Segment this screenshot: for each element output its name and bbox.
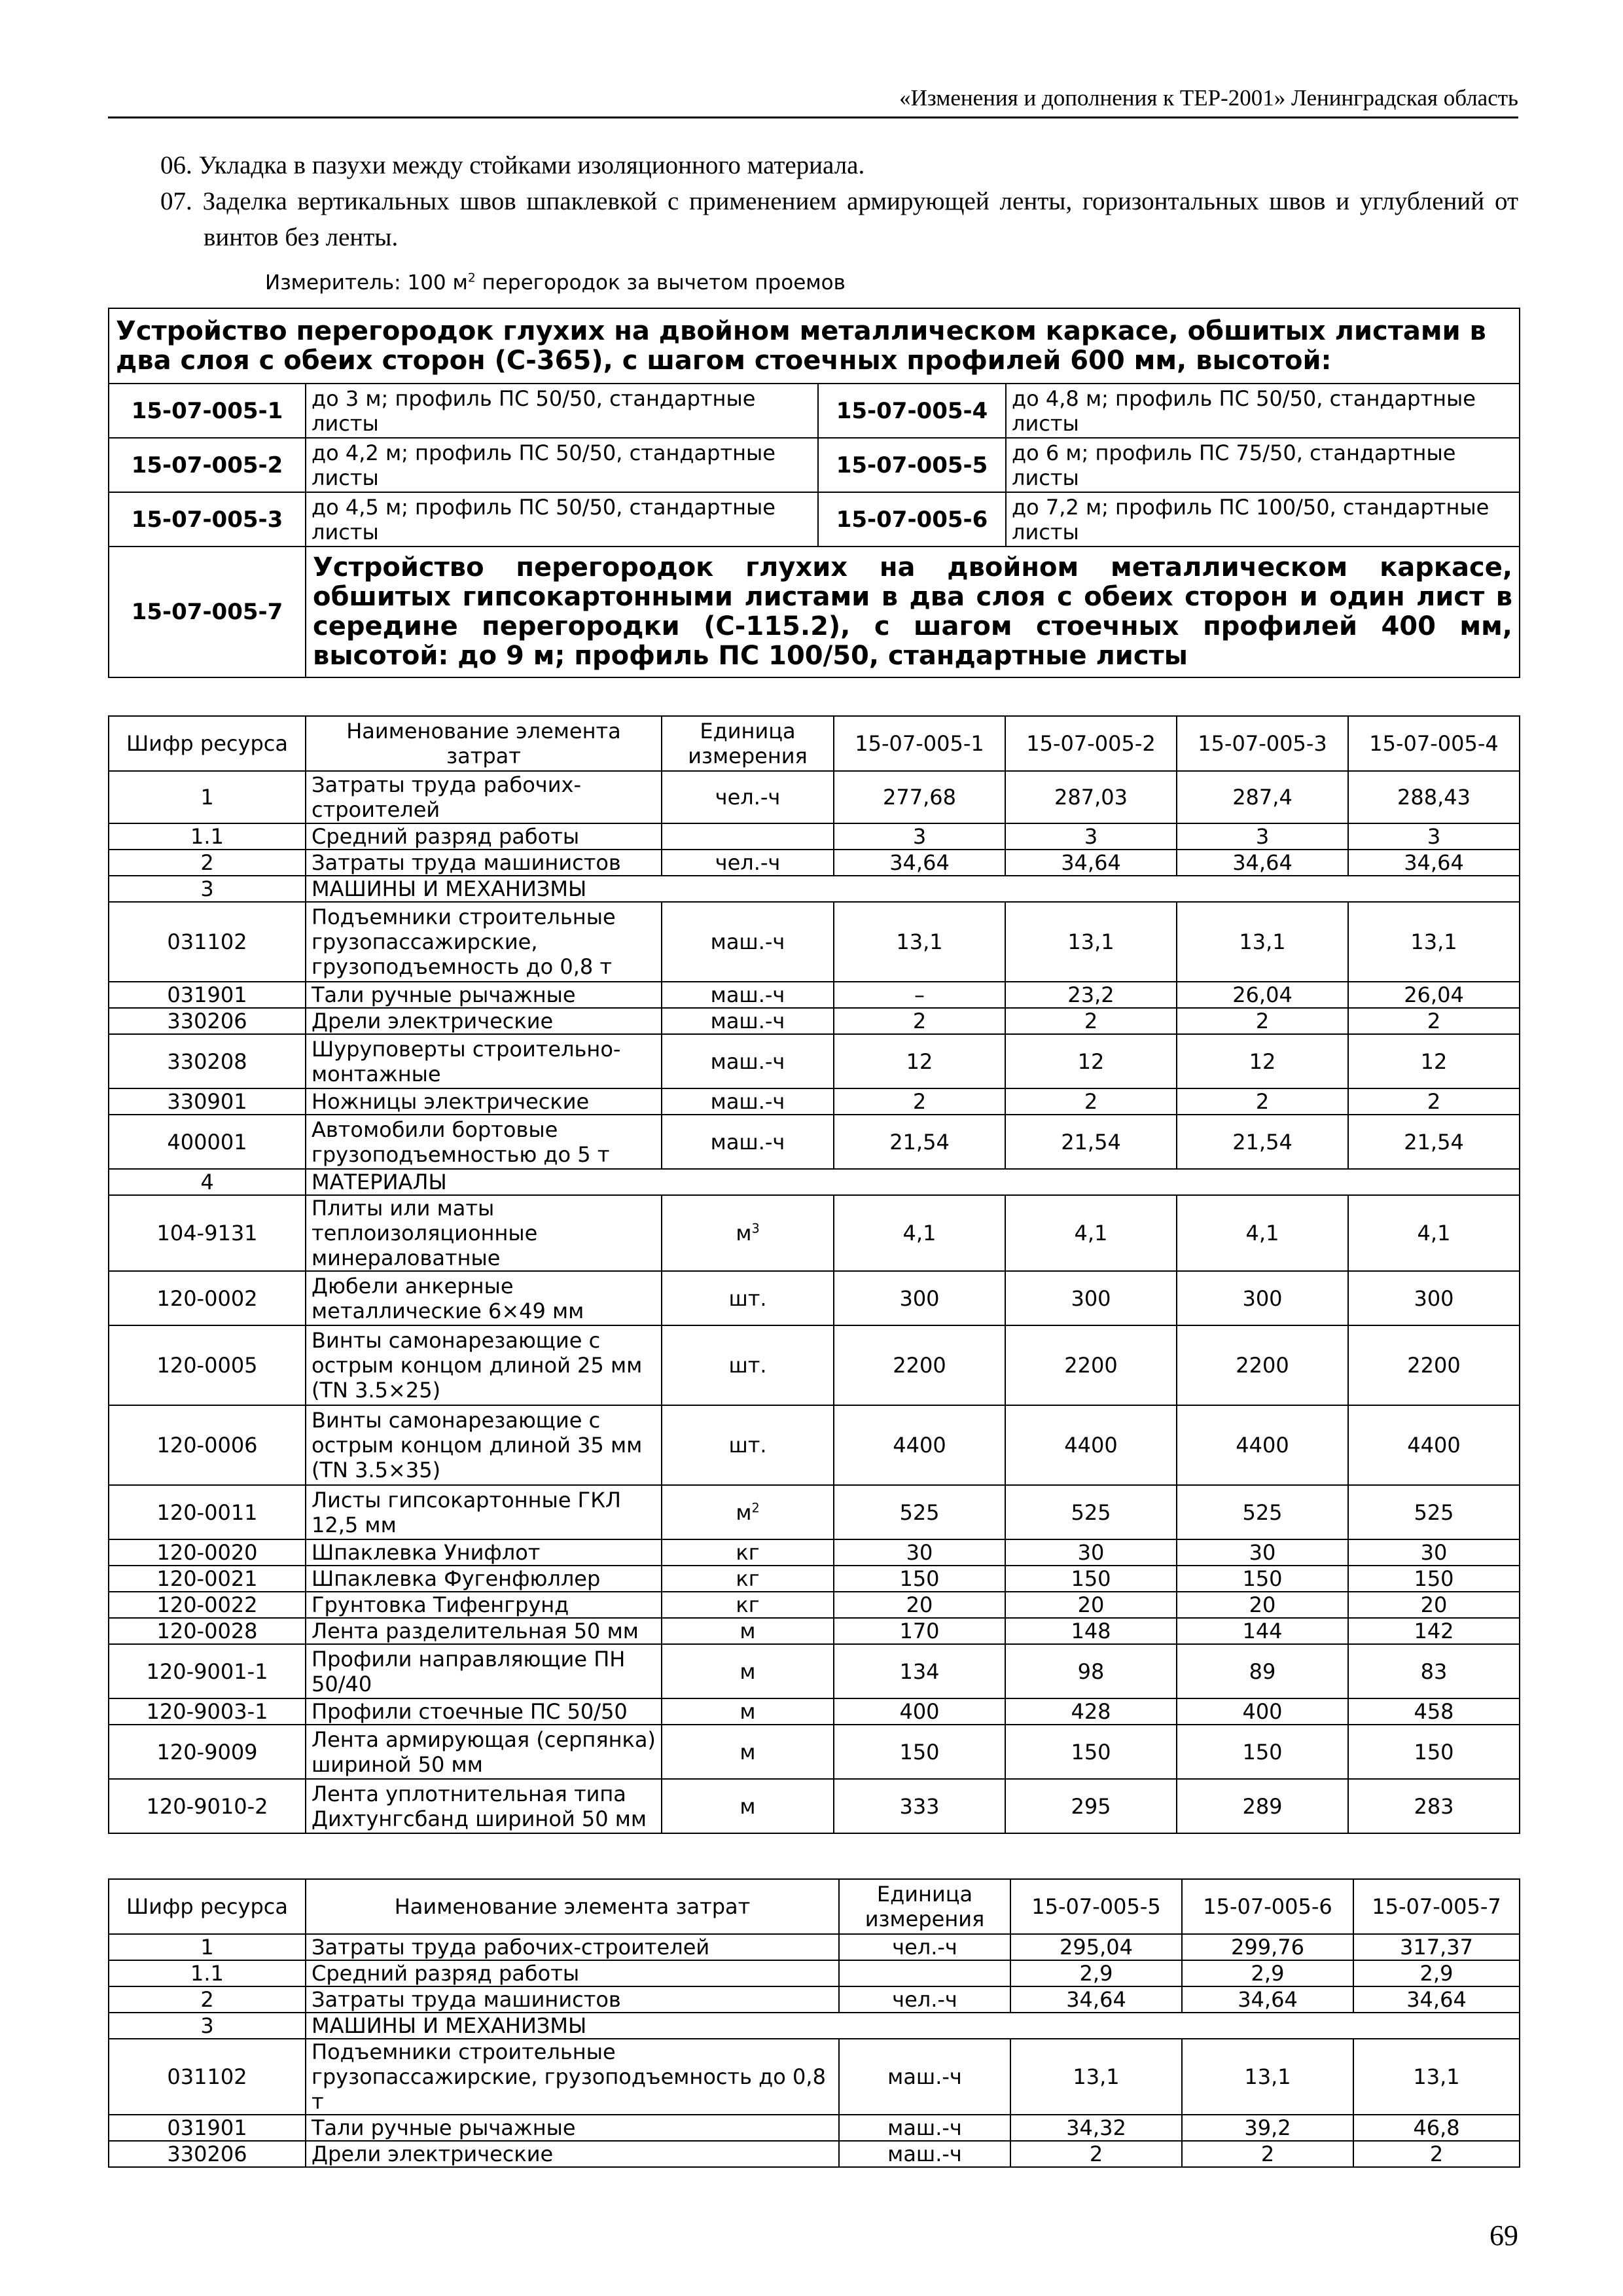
resource-value: 300 (1177, 1271, 1348, 1325)
resource-name: Листы гипсокартонные ГКЛ 12,5 мм (306, 1485, 662, 1539)
resource-value: 333 (834, 1779, 1005, 1833)
resource-name: Лента уплотнительная типа Дихтунгсбанд шириной 50 мм (306, 1779, 662, 1833)
column-header: 15-07-005-4 (1348, 716, 1520, 771)
page-number: 69 (1489, 2219, 1518, 2251)
resource-value: 21,54 (834, 1115, 1005, 1169)
table-row (109, 1485, 1520, 1539)
norm-description: до 4,2 м; профиль ПС 50/50, стандартные листы (306, 438, 818, 492)
resource-value: 2,9 (1353, 1960, 1520, 1986)
norm-code: 15-07-005-6 (818, 492, 1006, 547)
resource-name: Затраты труда рабочих-строителей (306, 1934, 839, 1960)
resource-unit (662, 1088, 834, 1115)
resource-code: 400001 (109, 1115, 306, 1169)
column-header: 15-07-005-2 (1005, 716, 1177, 771)
resource-value: 34,64 (1177, 850, 1348, 876)
unit-text: чел.-ч (892, 1935, 957, 1960)
unit-text: кг (736, 1566, 760, 1591)
resource-unit (839, 1934, 1010, 1960)
resource-code: 120-0006 (109, 1405, 306, 1485)
resource-value: 400 (834, 1698, 1005, 1725)
resource-unit (839, 2141, 1010, 2167)
resource-name: Дрели электрические (306, 2141, 839, 2167)
table-row (109, 1986, 1520, 2013)
resource-unit (662, 771, 834, 823)
resource-value: 2 (1348, 1008, 1520, 1034)
unit-text: шт. (728, 1433, 767, 1458)
norm-code: 15-07-005-3 (109, 492, 306, 547)
table-row (109, 823, 1520, 850)
resource-code: 3 (109, 876, 306, 902)
resource-code: 3 (109, 2013, 306, 2039)
resource-value: 150 (834, 1725, 1005, 1779)
resource-value: 34,64 (1348, 850, 1520, 876)
resource-value: 295,04 (1010, 1934, 1182, 1960)
resource-unit (662, 1115, 834, 1169)
resource-code: 330901 (109, 1088, 306, 1115)
unit-text: маш.-ч (710, 1129, 785, 1155)
resource-value: 4,1 (1348, 1195, 1520, 1271)
resource-value: 89 (1177, 1644, 1348, 1698)
resource-value: 2 (1010, 2141, 1182, 2167)
resource-value: 150 (1005, 1725, 1177, 1779)
norm-code: 15-07-005-7 (109, 547, 306, 677)
resource-name: Подъемники строительные грузопассажирские, грузоподъемность до 0,8 т (306, 902, 662, 982)
unit-text: маш.-ч (710, 929, 785, 954)
table-row (109, 1034, 1520, 1088)
resource-value: 34,64 (1010, 1986, 1182, 2013)
resource-value: 2 (1005, 1008, 1177, 1034)
resource-value: 287,03 (1005, 771, 1177, 823)
resource-value: – (834, 982, 1005, 1008)
resource-code: 2 (109, 1986, 306, 2013)
resource-value: 4,1 (834, 1195, 1005, 1271)
norm-code: 15-07-005-1 (109, 384, 306, 438)
norm-description: Устройство перегородок глухих на двойном металлическом каркасе, обшитых гипсокартонными листами в два слоя с обеих сторон и один лист в середине перегородки (С-115.2), с шагом стоечных профилей 400 мм, высотой: до 9 м; профиль ПС 100/50, стандартные листы (306, 547, 1520, 677)
resource-name: Затраты труда машинистов (306, 850, 662, 876)
table-row (109, 2013, 1520, 2039)
resource-name: Винты самонарезающие с острым концом длиной 35 мм (TN 3.5×35) (306, 1405, 662, 1485)
resources-table-2 (108, 1878, 1520, 2168)
resource-value: 300 (1348, 1271, 1520, 1325)
table-row (109, 1325, 1520, 1405)
resource-value: 4,1 (1177, 1195, 1348, 1271)
resource-value: 3 (1005, 823, 1177, 850)
resource-value: 150 (1177, 1725, 1348, 1779)
resource-value: 150 (834, 1566, 1005, 1592)
resource-value: 20 (1005, 1592, 1177, 1618)
resource-name: Дюбели анкерные металлические 6×49 мм (306, 1271, 662, 1325)
resource-unit (662, 1779, 834, 1833)
table-body (109, 771, 1520, 1833)
resource-value: 13,1 (1010, 2039, 1182, 2115)
resource-value: 2200 (1005, 1325, 1177, 1405)
resource-value: 2200 (1348, 1325, 1520, 1405)
unit-text: кг (736, 1540, 760, 1565)
resource-value: 289 (1177, 1779, 1348, 1833)
resource-value: 144 (1177, 1618, 1348, 1644)
resource-unit (839, 2115, 1010, 2141)
resource-name: Ножницы электрические (306, 1088, 662, 1115)
column-header: Шифр ресурса (109, 1879, 306, 1934)
resource-unit (662, 1034, 834, 1088)
norm-description: до 3 м; профиль ПС 50/50, стандартные листы (306, 384, 818, 438)
table-row (109, 1934, 1520, 1960)
unit-text: м (740, 1699, 756, 1724)
resource-value: 34,64 (1353, 1986, 1520, 2013)
resource-value: 4400 (1177, 1405, 1348, 1485)
resource-name: Плиты или маты теплоизоляционные минераловатные (306, 1195, 662, 1271)
resource-value: 21,54 (1177, 1115, 1348, 1169)
resource-unit (662, 1592, 834, 1618)
unit-text: чел.-ч (892, 1987, 957, 2012)
resource-code: 120-9009 (109, 1725, 306, 1779)
resource-value: 4,1 (1005, 1195, 1177, 1271)
norm-description: до 7,2 м; профиль ПС 100/50, стандартные листы (1006, 492, 1520, 547)
resource-name: Автомобили бортовые грузоподъемностью до 5 т (306, 1115, 662, 1169)
unit-text: м (740, 1793, 756, 1819)
resource-unit (662, 1566, 834, 1592)
resource-unit (662, 1485, 834, 1539)
resource-value: 299,76 (1182, 1934, 1353, 1960)
resource-value: 20 (1348, 1592, 1520, 1618)
table-row (109, 1008, 1520, 1034)
resource-value: 12 (1005, 1034, 1177, 1088)
resource-value: 20 (1177, 1592, 1348, 1618)
resource-value: 2 (1348, 1088, 1520, 1115)
resource-code: 330208 (109, 1034, 306, 1088)
resource-value: 13,1 (1182, 2039, 1353, 2115)
unit-text: маш.-ч (887, 2064, 962, 2089)
column-header: Единица измерения (839, 1879, 1010, 1934)
resource-name: Профили стоечные ПС 50/50 (306, 1698, 662, 1725)
resource-code: 120-9010-2 (109, 1779, 306, 1833)
resource-name: Лента разделительная 50 мм (306, 1618, 662, 1644)
resource-code: 120-0028 (109, 1618, 306, 1644)
resource-value: 142 (1348, 1618, 1520, 1644)
resource-code: 120-0011 (109, 1485, 306, 1539)
table-row (109, 1088, 1520, 1115)
resource-value: 134 (834, 1644, 1005, 1698)
resource-value: 12 (1348, 1034, 1520, 1088)
resource-unit (662, 982, 834, 1008)
table-row (109, 771, 1520, 823)
table-row (109, 1271, 1520, 1325)
resource-value: 4400 (834, 1405, 1005, 1485)
resource-value: 21,54 (1348, 1115, 1520, 1169)
work-step: 07. Заделка вертикальных швов шпаклевкой с применением армирующей ленты, горизонтальных швов и углублений от винтов без ленты. (160, 187, 1518, 251)
resource-value: 525 (834, 1485, 1005, 1539)
norm-description: до 4,8 м; профиль ПС 50/50, стандартные листы (1006, 384, 1520, 438)
resource-unit (662, 1539, 834, 1566)
resource-value: 13,1 (1353, 2039, 1520, 2115)
unit-text: маш.-ч (710, 982, 785, 1007)
resource-value: 26,04 (1348, 982, 1520, 1008)
resource-value: 30 (834, 1539, 1005, 1566)
norm-description: до 4,5 м; профиль ПС 50/50, стандартные листы (306, 492, 818, 547)
norm-code: 15-07-005-5 (818, 438, 1006, 492)
table-row (109, 902, 1520, 982)
resource-value: 30 (1177, 1539, 1348, 1566)
resource-value: 525 (1005, 1485, 1177, 1539)
unit-text: чел.-ч (715, 850, 781, 875)
norm-group-title: Устройство перегородок глухих на двойном металлическом каркасе, обшитых листами в два слоя с обеих сторон (С-365), с шагом стоечных профилей 600 мм, высотой: (109, 308, 1520, 384)
resource-unit (662, 1644, 834, 1698)
resource-code: 1.1 (109, 823, 306, 850)
resource-value: 458 (1348, 1698, 1520, 1725)
resource-name: Лента армирующая (серпянка) шириной 50 мм (306, 1725, 662, 1779)
resource-code: 120-9003-1 (109, 1698, 306, 1725)
resource-value: 20 (834, 1592, 1005, 1618)
resource-unit (839, 2039, 1010, 2115)
column-header: 15-07-005-1 (834, 716, 1005, 771)
table-row (109, 1698, 1520, 1725)
table-row (109, 1405, 1520, 1485)
unit-text: м (740, 1739, 756, 1765)
resource-value: 13,1 (1177, 902, 1348, 982)
resource-name: Средний разряд работы (306, 823, 662, 850)
resource-value: 46,8 (1353, 2115, 1520, 2141)
resource-value: 23,2 (1005, 982, 1177, 1008)
resource-code: 120-0020 (109, 1539, 306, 1566)
resource-value: 150 (1348, 1566, 1520, 1592)
norm-description: до 6 м; профиль ПС 75/50, стандартные листы (1006, 438, 1520, 492)
resource-value: 428 (1005, 1698, 1177, 1725)
table-row (109, 1115, 1520, 1169)
resource-value: 30 (1348, 1539, 1520, 1566)
resource-value: 287,4 (1177, 771, 1348, 823)
resource-name: Шуруповерты строительно-монтажные (306, 1034, 662, 1088)
unit-text: м (740, 1619, 756, 1643)
unit-text: м (736, 1221, 752, 1246)
column-header: Шифр ресурса (109, 716, 306, 771)
resources-table-1 (108, 715, 1520, 1834)
resource-code: 4 (109, 1169, 306, 1195)
resource-value: 3 (1177, 823, 1348, 850)
resource-name: Затраты труда рабочих-строителей (306, 771, 662, 823)
column-header: Наименование элемента затрат (306, 716, 662, 771)
resource-value: 3 (1348, 823, 1520, 850)
resource-value: 3 (834, 823, 1005, 850)
resource-unit (662, 1325, 834, 1405)
resource-code: 031901 (109, 982, 306, 1008)
resource-value: 13,1 (1005, 902, 1177, 982)
table-row (109, 1725, 1520, 1779)
resource-code: 031901 (109, 2115, 306, 2141)
resource-name: Затраты труда машинистов (306, 1986, 839, 2013)
resource-value: 288,43 (1348, 771, 1520, 823)
resource-value: 150 (1177, 1566, 1348, 1592)
resource-value: 34,64 (1005, 850, 1177, 876)
resource-name: Грунтовка Тифенгрунд (306, 1592, 662, 1618)
resource-value: 13,1 (1348, 902, 1520, 982)
resource-code: 120-0022 (109, 1592, 306, 1618)
resource-value: 148 (1005, 1618, 1177, 1644)
table-body (109, 1934, 1520, 2167)
resource-value: 39,2 (1182, 2115, 1353, 2141)
resource-value: 295 (1005, 1779, 1177, 1833)
column-header: Единица измерения (662, 716, 834, 771)
table-row (109, 2115, 1520, 2141)
column-header: 15-07-005-7 (1353, 1879, 1520, 1934)
resource-value: 170 (834, 1618, 1005, 1644)
resource-unit (662, 823, 834, 850)
column-header: 15-07-005-6 (1182, 1879, 1353, 1934)
resource-value: 2 (1177, 1008, 1348, 1034)
table-row (109, 2039, 1520, 2115)
column-header: Наименование элемента затрат (306, 1879, 839, 1934)
resource-unit (662, 1195, 834, 1271)
unit-text: чел.-ч (715, 785, 781, 810)
resource-value: 2,9 (1182, 1960, 1353, 1986)
resource-code: 1 (109, 1934, 306, 1960)
resource-value: 277,68 (834, 771, 1005, 823)
resource-code: 120-0005 (109, 1325, 306, 1405)
table-row (109, 1779, 1520, 1833)
resource-value: 2 (834, 1088, 1005, 1115)
resource-unit (662, 1698, 834, 1725)
resource-value: 34,64 (1182, 1986, 1353, 2013)
unit-text: м (740, 1659, 756, 1684)
resource-unit (839, 1986, 1010, 2013)
table-row (109, 1195, 1520, 1271)
resource-value: 2200 (1177, 1325, 1348, 1405)
resource-value: 12 (834, 1034, 1005, 1088)
unit-text: маш.-ч (887, 2142, 962, 2166)
unit-text: кг (736, 1592, 760, 1617)
resource-code: 330206 (109, 2141, 306, 2167)
table-row (109, 1169, 1520, 1195)
resource-unit (662, 1271, 834, 1325)
unit-text: маш.-ч (887, 2115, 962, 2140)
section-title: МАШИНЫ И МЕХАНИЗМЫ (306, 876, 1520, 902)
resource-unit (662, 1725, 834, 1779)
resource-code: 2 (109, 850, 306, 876)
running-header: «Изменения и дополнения к ТЕР-2001» Ленинградская область (108, 84, 1518, 118)
resource-name: Винты самонарезающие с острым концом длиной 25 мм (TN 3.5×25) (306, 1325, 662, 1405)
resource-name: Дрели электрические (306, 1008, 662, 1034)
table-row (109, 1566, 1520, 1592)
unit-text: шт. (728, 1353, 767, 1378)
norm-code: 15-07-005-4 (818, 384, 1006, 438)
unit-text: шт. (728, 1285, 767, 1311)
resource-value: 4400 (1348, 1405, 1520, 1485)
work-step: 06. Укладка в пазухи между стойками изоляционного материала. (160, 151, 865, 179)
unit-text: маш.-ч (710, 1009, 785, 1033)
resource-name: Шпаклевка Унифлот (306, 1539, 662, 1566)
table-row (109, 2141, 1520, 2167)
resource-value: 26,04 (1177, 982, 1348, 1008)
table-row (109, 1960, 1520, 1986)
unit-text: м (736, 1499, 752, 1525)
resource-code: 104-9131 (109, 1195, 306, 1271)
table-row (109, 1644, 1520, 1698)
resource-value: 150 (1005, 1566, 1177, 1592)
norm-titles-table (108, 308, 1520, 678)
resource-value: 13,1 (834, 902, 1005, 982)
table-row (109, 1618, 1520, 1644)
resource-value: 525 (1177, 1485, 1348, 1539)
column-header: 15-07-005-5 (1010, 1879, 1182, 1934)
norm-code: 15-07-005-2 (109, 438, 306, 492)
resource-value: 12 (1177, 1034, 1348, 1088)
table-row (109, 850, 1520, 876)
resource-value: 83 (1348, 1644, 1520, 1698)
resource-code: 031102 (109, 902, 306, 982)
resource-name: Подъемники строительные грузопассажирские, грузоподъемность до 0,8 т (306, 2039, 839, 2115)
section-title: МАТЕРИАЛЫ (306, 1169, 1520, 1195)
resource-value: 2 (1353, 2141, 1520, 2167)
section-title: МАШИНЫ И МЕХАНИЗМЫ (306, 2013, 1520, 2039)
resource-code: 031102 (109, 2039, 306, 2115)
resource-name: Профили направляющие ПН 50/40 (306, 1644, 662, 1698)
resource-value: 2 (1005, 1088, 1177, 1115)
resource-value: 2200 (834, 1325, 1005, 1405)
resource-value: 283 (1348, 1779, 1520, 1833)
unit-exponent: 2 (751, 1499, 760, 1515)
resource-name: Средний разряд работы (306, 1960, 839, 1986)
resource-name: Тали ручные рычажные (306, 2115, 839, 2141)
table-row (109, 876, 1520, 902)
resource-value: 400 (1177, 1698, 1348, 1725)
resource-value: 4400 (1005, 1405, 1177, 1485)
resource-value: 2,9 (1010, 1960, 1182, 1986)
measure-line: Измеритель: 100 $м^2$ перегородок за вычетом проемов (265, 271, 846, 295)
unit-exponent: 3 (751, 1221, 760, 1236)
resource-code: 120-0021 (109, 1566, 306, 1592)
resource-code: 1.1 (109, 1960, 306, 1986)
resource-value: 317,37 (1353, 1934, 1520, 1960)
resource-value: 34,32 (1010, 2115, 1182, 2141)
resource-value: 2 (834, 1008, 1005, 1034)
table-row (109, 1592, 1520, 1618)
resource-value: 30 (1005, 1539, 1177, 1566)
resource-code: 330206 (109, 1008, 306, 1034)
resource-value: 2 (1177, 1088, 1348, 1115)
unit-text: маш.-ч (710, 1089, 785, 1114)
resource-value: 34,64 (834, 850, 1005, 876)
resource-code: 120-0002 (109, 1271, 306, 1325)
unit-text: маш.-ч (710, 1049, 785, 1074)
resource-unit (839, 1960, 1010, 1986)
resource-value: 300 (1005, 1271, 1177, 1325)
table-row (109, 1539, 1520, 1566)
resource-unit (662, 902, 834, 982)
resource-value: 98 (1005, 1644, 1177, 1698)
table-row (109, 982, 1520, 1008)
resource-value: 300 (834, 1271, 1005, 1325)
work-steps (160, 147, 1518, 255)
resource-value: 150 (1348, 1725, 1520, 1779)
resource-unit (662, 1405, 834, 1485)
resource-code: 120-9001-1 (109, 1644, 306, 1698)
resource-unit (662, 850, 834, 876)
resource-unit (662, 1618, 834, 1644)
resource-value: 2 (1182, 2141, 1353, 2167)
resource-name: Шпаклевка Фугенфюллер (306, 1566, 662, 1592)
resource-code: 1 (109, 771, 306, 823)
column-header: 15-07-005-3 (1177, 716, 1348, 771)
resource-value: 525 (1348, 1485, 1520, 1539)
resource-unit (662, 1008, 834, 1034)
resource-name: Тали ручные рычажные (306, 982, 662, 1008)
resource-value: 21,54 (1005, 1115, 1177, 1169)
